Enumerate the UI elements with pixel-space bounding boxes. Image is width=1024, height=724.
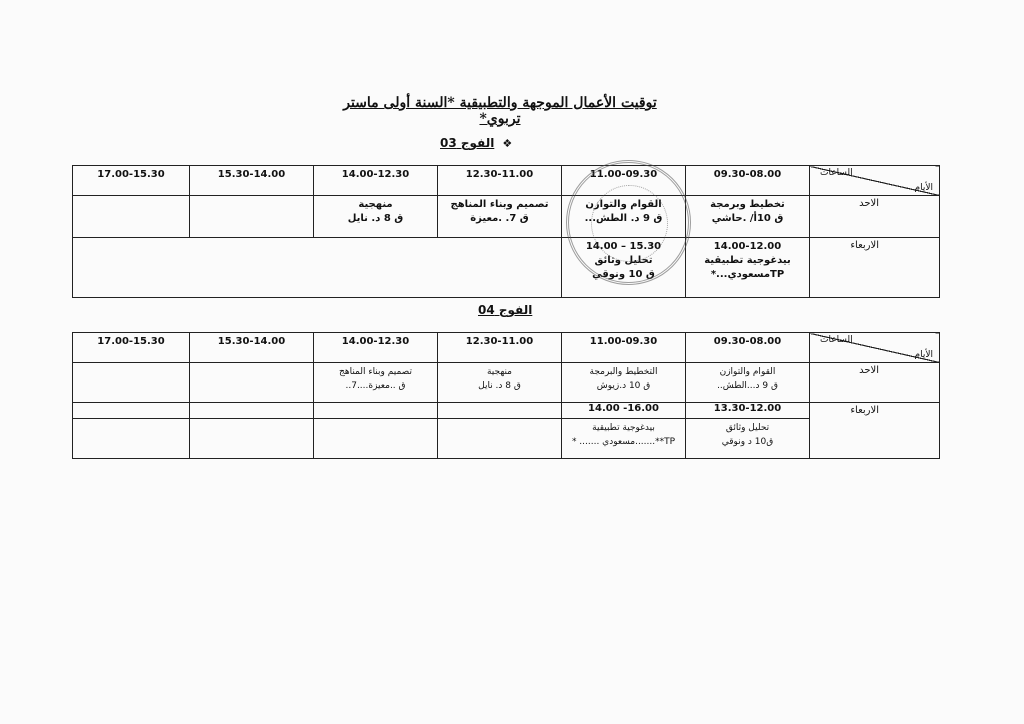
empty-cell — [190, 403, 314, 419]
time-header: 15.30-14.00 — [190, 333, 314, 363]
session-cell: منهجية ق 8 د. نايل — [314, 196, 438, 238]
time-header: 11.00-09.30 — [562, 333, 686, 363]
empty-cell — [190, 363, 314, 403]
group-title-03: ❖الفوج 03 — [440, 136, 513, 150]
table-header-row — [73, 166, 940, 196]
time-header: 17.00-15.30 — [73, 166, 190, 196]
time-header: 15.30-14.00 — [190, 166, 314, 196]
empty-cell — [438, 403, 562, 419]
empty-cell — [73, 403, 190, 419]
empty-cell — [73, 363, 190, 403]
empty-cell — [438, 419, 562, 459]
empty-cell — [73, 238, 562, 298]
day-label: الاربعاء — [810, 238, 940, 298]
schedule-table-group-04 — [72, 332, 940, 459]
time-header: 12.30-11.00 — [438, 333, 562, 363]
time-header: 17.00-15.30 — [73, 333, 190, 363]
empty-cell — [314, 419, 438, 459]
session-cell: منهجية ق 8 د. نايل — [438, 363, 562, 403]
document-title: توقيت الأعمال الموجهة والتطبيقية *السنة أولى ماستر تربوي* — [343, 95, 657, 127]
corner-cell: الساعات الأيام — [810, 333, 940, 363]
time-header: 12.30-11.00 — [438, 166, 562, 196]
diamond-bullet-icon: ❖ — [502, 137, 513, 150]
table-row — [73, 196, 940, 238]
session-cell: تحليل وثائق ق10 د ونوقي — [686, 419, 810, 459]
group-title-04: الفوج 04 — [478, 303, 533, 317]
time-header: 09.30-08.00 — [686, 166, 810, 196]
empty-cell — [314, 403, 438, 419]
table-row — [73, 363, 940, 403]
session-cell: 14.00-12.00 بيدغوجية تطبيقية TPمسعودي...* — [686, 238, 810, 298]
time-header: 16.00- 14.00 — [562, 403, 686, 419]
session-cell: القوام والتوازن ق 9 د...الطش.. — [686, 363, 810, 403]
session-cell: تصميم وبناء المناهج ق ..معيزة....7.. — [314, 363, 438, 403]
empty-cell — [190, 196, 314, 238]
empty-cell — [190, 419, 314, 459]
time-header: 11.00-09.30 — [562, 166, 686, 196]
day-label: الاربعاء — [810, 403, 940, 459]
session-cell: بيدغوجية تطبيقية TP**.......مسعودي ....... * — [562, 419, 686, 459]
time-header: 09.30-08.00 — [686, 333, 810, 363]
day-label: الاحد — [810, 363, 940, 403]
table-row — [73, 238, 940, 298]
table-row — [73, 419, 940, 459]
session-cell: تخطيط وبرمجة ق 10أ/ .حاشي — [686, 196, 810, 238]
table-row — [73, 403, 940, 419]
session-cell: 15.30 – 14.00 تحليل وثائق ق 10 ونوقي — [562, 238, 686, 298]
time-header: 13.30-12.00 — [686, 403, 810, 419]
empty-cell — [73, 196, 190, 238]
corner-cell: الساعات الأيام — [810, 166, 940, 196]
session-cell: التخطيط والبرمجة ق 10 د.زيوش — [562, 363, 686, 403]
schedule-table-group-03 — [72, 165, 940, 298]
day-label: الاحد — [810, 196, 940, 238]
time-header: 14.00-12.30 — [314, 166, 438, 196]
session-cell: القوام والتوازن ق 9 د. الطش... — [562, 196, 686, 238]
session-cell: تصميم وبناء المناهج ق 7. .معيزة — [438, 196, 562, 238]
table-header-row — [73, 333, 940, 363]
time-header: 14.00-12.30 — [314, 333, 438, 363]
empty-cell — [73, 419, 190, 459]
